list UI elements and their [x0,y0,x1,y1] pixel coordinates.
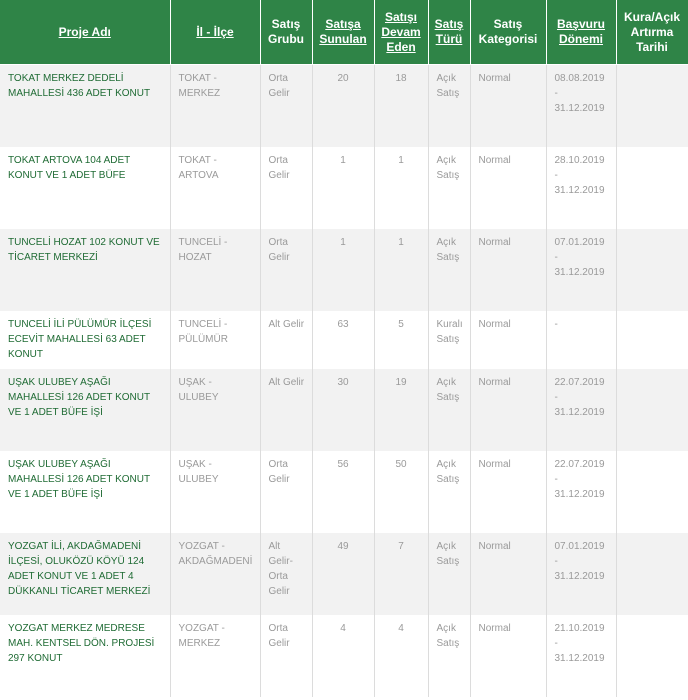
satis-turu: Açık Satış [428,369,470,451]
header-proje-adi[interactable]: Proje Adı [0,0,170,65]
satisi-devam-eden: 4 [374,615,428,697]
satis-kategorisi: Normal [470,229,546,311]
satis-turu: Açık Satış [428,229,470,311]
il-ilce: UŞAK - ULUBEY [170,369,260,451]
project-name[interactable]: UŞAK ULUBEY AŞAĞI MAHALLESİ 126 ADET KONUT VE 1 ADET BÜFE İŞİ [0,451,170,533]
satis-kategorisi: Normal [470,533,546,615]
satisa-sunulan: 30 [312,369,374,451]
satis-kategorisi: Normal [470,311,546,369]
satis-kategorisi: Normal [470,369,546,451]
il-ilce: TUNCELİ - PÜLÜMÜR [170,311,260,369]
satis-grubu: Alt Gelir [260,311,312,369]
satis-kategorisi: Normal [470,147,546,229]
basvuru-donemi: - [546,311,616,369]
basvuru-donemi: 21.10.2019 - 31.12.2019 [546,615,616,697]
satisi-devam-eden: 5 [374,311,428,369]
table-row [0,311,688,369]
header-satis-grubu: Satış Grubu [260,0,312,65]
kura-tarihi [616,311,688,369]
satisa-sunulan: 1 [312,229,374,311]
satis-turu: Açık Satış [428,533,470,615]
basvuru-donemi: 07.01.2019 - 31.12.2019 [546,229,616,311]
kura-tarihi [616,533,688,615]
header-basvuru-donemi[interactable]: Başvuru Dönemi [546,0,616,65]
satisi-devam-eden: 19 [374,369,428,451]
header-satisa-sunulan[interactable]: Satışa Sunulan [312,0,374,65]
basvuru-donemi: 22.07.2019 - 31.12.2019 [546,369,616,451]
basvuru-donemi: 28.10.2019 - 31.12.2019 [546,147,616,229]
header-kura-tarihi: Kura/Açık Artırma Tarihi [616,0,688,65]
kura-tarihi [616,229,688,311]
kura-tarihi [616,65,688,148]
satisi-devam-eden: 1 [374,147,428,229]
kura-tarihi [616,451,688,533]
header-il-ilce[interactable]: İl - İlçe [170,0,260,65]
satis-grubu: Orta Gelir [260,615,312,697]
table-row [0,451,688,533]
basvuru-donemi: 22.07.2019 - 31.12.2019 [546,451,616,533]
satisa-sunulan: 56 [312,451,374,533]
table-row [0,229,688,311]
kura-tarihi [616,615,688,697]
il-ilce: TUNCELİ - HOZAT [170,229,260,311]
satis-turu: Açık Satış [428,615,470,697]
kura-tarihi [616,369,688,451]
satisi-devam-eden: 50 [374,451,428,533]
table-row [0,147,688,229]
project-name[interactable]: YOZGAT MERKEZ MEDRESE MAH. KENTSEL DÖN. PROJESİ 297 KONUT [0,615,170,697]
satis-grubu: Alt Gelir-Orta Gelir [260,533,312,615]
project-name[interactable]: TUNCELİ İLİ PÜLÜMÜR İLÇESİ ECEVİT MAHALLESİ 63 ADET KONUT [0,311,170,369]
satisi-devam-eden: 18 [374,65,428,148]
satis-kategorisi: Normal [470,451,546,533]
table-row [0,533,688,615]
table-row [0,369,688,451]
satis-kategorisi: Normal [470,615,546,697]
project-name[interactable]: YOZGAT İLİ, AKDAĞMADENİ İLÇESİ, OLUKÖZÜ KÖYÜ 124 ADET KONUT VE 1 ADET 4 DÜKKANLI TİCARET MERKEZİ [0,533,170,615]
satis-grubu: Orta Gelir [260,229,312,311]
header-satisi-devam-eden[interactable]: Satışı Devam Eden [374,0,428,65]
project-name[interactable]: UŞAK ULUBEY AŞAĞI MAHALLESİ 126 ADET KONUT VE 1 ADET BÜFE İŞİ [0,369,170,451]
table-header-row [0,0,688,65]
satis-grubu: Orta Gelir [260,451,312,533]
il-ilce: TOKAT - ARTOVA [170,147,260,229]
il-ilce: UŞAK - ULUBEY [170,451,260,533]
project-name[interactable]: TOKAT MERKEZ DEDELİ MAHALLESİ 436 ADET KONUT [0,65,170,148]
header-satis-kategorisi: Satış Kategorisi [470,0,546,65]
il-ilce: TOKAT - MERKEZ [170,65,260,148]
satisa-sunulan: 63 [312,311,374,369]
satis-grubu: Orta Gelir [260,65,312,148]
satisa-sunulan: 1 [312,147,374,229]
satis-grubu: Alt Gelir [260,369,312,451]
table-row [0,65,688,148]
satisa-sunulan: 20 [312,65,374,148]
kura-tarihi [616,147,688,229]
satis-turu: Açık Satış [428,147,470,229]
satis-grubu: Orta Gelir [260,147,312,229]
header-satis-turu[interactable]: Satış Türü [428,0,470,65]
satis-turu: Kuralı Satış [428,311,470,369]
basvuru-donemi: 08.08.2019 - 31.12.2019 [546,65,616,148]
satisi-devam-eden: 7 [374,533,428,615]
il-ilce: YOZGAT - MERKEZ [170,615,260,697]
basvuru-donemi: 07.01.2019 - 31.12.2019 [546,533,616,615]
table-row [0,615,688,697]
il-ilce: YOZGAT - AKDAĞMADENİ [170,533,260,615]
satis-kategorisi: Normal [470,65,546,148]
satisi-devam-eden: 1 [374,229,428,311]
project-name[interactable]: TOKAT ARTOVA 104 ADET KONUT VE 1 ADET BÜFE [0,147,170,229]
project-name[interactable]: TUNCELİ HOZAT 102 KONUT VE TİCARET MERKEZİ [0,229,170,311]
satisa-sunulan: 49 [312,533,374,615]
satisa-sunulan: 4 [312,615,374,697]
satis-turu: Açık Satış [428,451,470,533]
satis-turu: Açık Satış [428,65,470,148]
